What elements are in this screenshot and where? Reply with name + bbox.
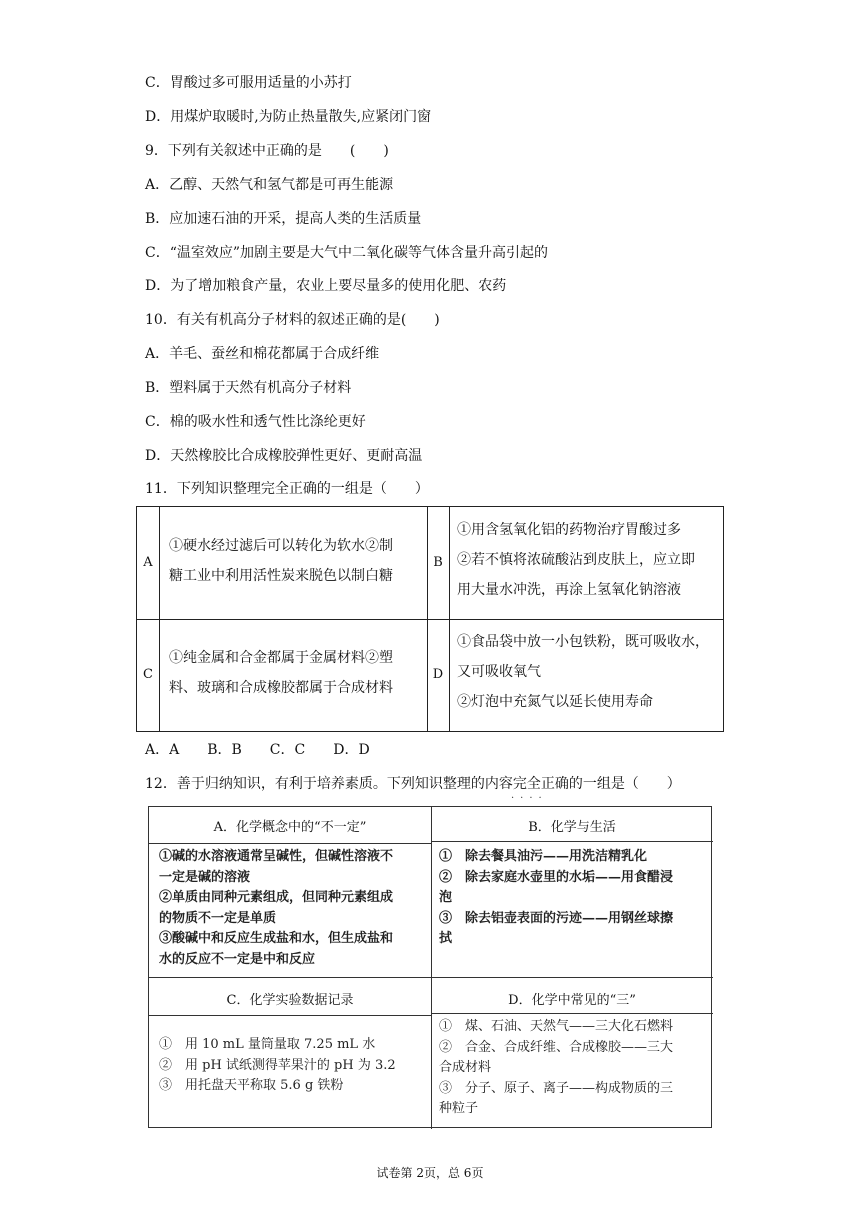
q12-cell-b-line: ① 除去餐具油污——用洗洁精乳化 [439, 849, 648, 864]
q12-cell-d-line: ② 合金、合成纤维、合成橡胶——三大 [439, 1039, 674, 1055]
q9-option-b: B．应加速石油的开采，提高人类的生活质量 [145, 211, 422, 227]
q8-option-d: D．用煤炉取暖时,为防止热量散失,应紧闭门窗 [145, 109, 432, 125]
q12-cell-a-line: 的物质不一定是单质 [159, 910, 277, 926]
q9-option-d: D．为了增加粮食产量，农业上要尽量多的使用化肥、农药 [145, 278, 507, 294]
q12-cell-a-line: 一定是碱的溶液 [159, 869, 251, 885]
table-divider [431, 1013, 713, 1014]
q10-stem: 10．有关有机高分子材料的叙述正确的是( ) [145, 312, 440, 328]
q12-header-c: C．化学实验数据记录 [226, 993, 354, 1008]
q11-cell-a-line: ①硬水经过滤后可以转化为软水②制 [169, 538, 393, 554]
q12-cell-b-line: ② 除去家庭水壶里的水垢——用食醋浸 [439, 869, 674, 885]
q11-cell-d [457, 627, 709, 717]
table-divider [137, 619, 723, 620]
q11-options: A．A B．B C．C D．D [145, 742, 370, 758]
q9-stem: 9．下列有关叙述中正确的是 ( ) [145, 143, 389, 159]
q12-cell-b-line: ③ 除去铝壶表面的污迹——用钢丝球擦 [439, 910, 674, 926]
q12-cell-a-line: 水的反应不一定是中和反应 [159, 951, 316, 967]
q11-label-d: D [432, 667, 444, 682]
q12-header-b: B．化学与生活 [528, 820, 616, 835]
q12-cell-a-line: ③酸碱中和反应生成盐和水，但生成盐和 [159, 931, 394, 946]
q11-label-b: B [433, 555, 443, 570]
q12-cell-d-line: ③ 分子、原子、离子——构成物质的三 [439, 1080, 674, 1096]
q11-stem: 11．下列知识整理完全正确的一组是（ ） [145, 481, 429, 497]
q12-header-a: A．化学概念中的“不一定” [213, 820, 367, 835]
page-footer: 试卷第 2页，总 6页 [376, 1166, 484, 1180]
q12-cell-a-line: ①碱的水溶液通常呈碱性，但碱性溶液不 [159, 849, 394, 864]
table-divider [431, 841, 713, 842]
table-divider [431, 807, 432, 1129]
q8-option-c: C．胃酸过多可服用适量的小苏打 [145, 75, 352, 91]
q12-header-d: D．化学中常见的“三” [508, 993, 636, 1008]
emphasis-dots: ···· [511, 793, 548, 804]
q10-option-d: D．天然橡胶比合成橡胶弹性更好、更耐高温 [145, 448, 423, 464]
q9-option-c: C．“温室效应”加剧主要是大气中二氧化碳等气体含量升高引起的 [145, 245, 549, 261]
q12-cell-d-line: 合成材料 [439, 1060, 492, 1075]
q11-cell-b [457, 515, 695, 605]
q12-cell-d-line: 种粒子 [439, 1101, 479, 1116]
table-divider [149, 843, 431, 844]
q11-cell-a [169, 531, 393, 591]
q12-cell-b [439, 847, 673, 950]
q12-cell-b-line: 拭 [439, 931, 453, 946]
q11-cell-c-line: 料、玻璃和合成橡胶都属于合成材料 [169, 680, 393, 696]
q11-label-c: C [143, 667, 153, 682]
table-divider [149, 1015, 431, 1016]
q12-cell-a-line: ②单质由同种元素组成，但同种元素组成 [159, 890, 394, 905]
q10-option-c: C．棉的吸水性和透气性比涤纶更好 [145, 414, 366, 430]
q11-cell-b-line: ①用含氢氧化铝的药物治疗胃酸过多 [457, 522, 681, 538]
q10-option-b: B．塑料属于天然有机高分子材料 [145, 380, 352, 396]
q11-table [136, 506, 724, 732]
q9-option-a: A．乙醇、天然气和氢气都是可再生能源 [145, 177, 394, 193]
q12-cell-d-line: ① 煤、石油、天然气——三大化石燃料 [439, 1019, 674, 1034]
q12-cell-c [159, 1035, 396, 1097]
q11-cell-b-line: ②若不慎将浓硫酸沾到皮肤上，应立即 [457, 552, 695, 568]
q11-cell-d-line: ②灯泡中充氮气以延长使用寿命 [457, 694, 653, 710]
q12-stem: 12．善于归纳知识，有利于培养素质。下列知识整理的内容完全正确的一组是（ ） [145, 776, 681, 792]
q11-cell-b-line: 用大量水冲洗，再涂上氢氧化钠溶液 [457, 582, 681, 598]
q11-cell-d-line: 又可吸收氧气 [457, 664, 541, 680]
q10-option-a: A．羊毛、蚕丝和棉花都属于合成纤维 [145, 346, 380, 362]
q12-cell-c-line: ② 用 pH 试纸测得苹果汁的 pH 为 3.2 [159, 1057, 396, 1073]
q12-cell-c-line: ③ 用托盘天平称取 5.6 g 铁粉 [159, 1078, 344, 1093]
table-divider [149, 977, 713, 978]
q11-cell-c [169, 643, 393, 703]
q11-cell-d-line: ①食品袋中放一小包铁粉，既可吸收水， [457, 634, 709, 650]
q11-cell-a-line: 糖工业中利用活性炭来脱色以制白糖 [169, 568, 393, 584]
q11-cell-c-line: ①纯金属和合金都属于金属材料②塑 [169, 650, 393, 666]
q12-table [148, 806, 712, 1128]
q12-cell-d [439, 1017, 673, 1120]
q11-label-a: A [143, 555, 153, 570]
q12-cell-a [159, 847, 393, 970]
q12-cell-b-line: 泡 [439, 890, 453, 905]
q12-cell-c-line: ① 用 10 mL 量筒量取 7.25 mL 水 [159, 1037, 376, 1052]
